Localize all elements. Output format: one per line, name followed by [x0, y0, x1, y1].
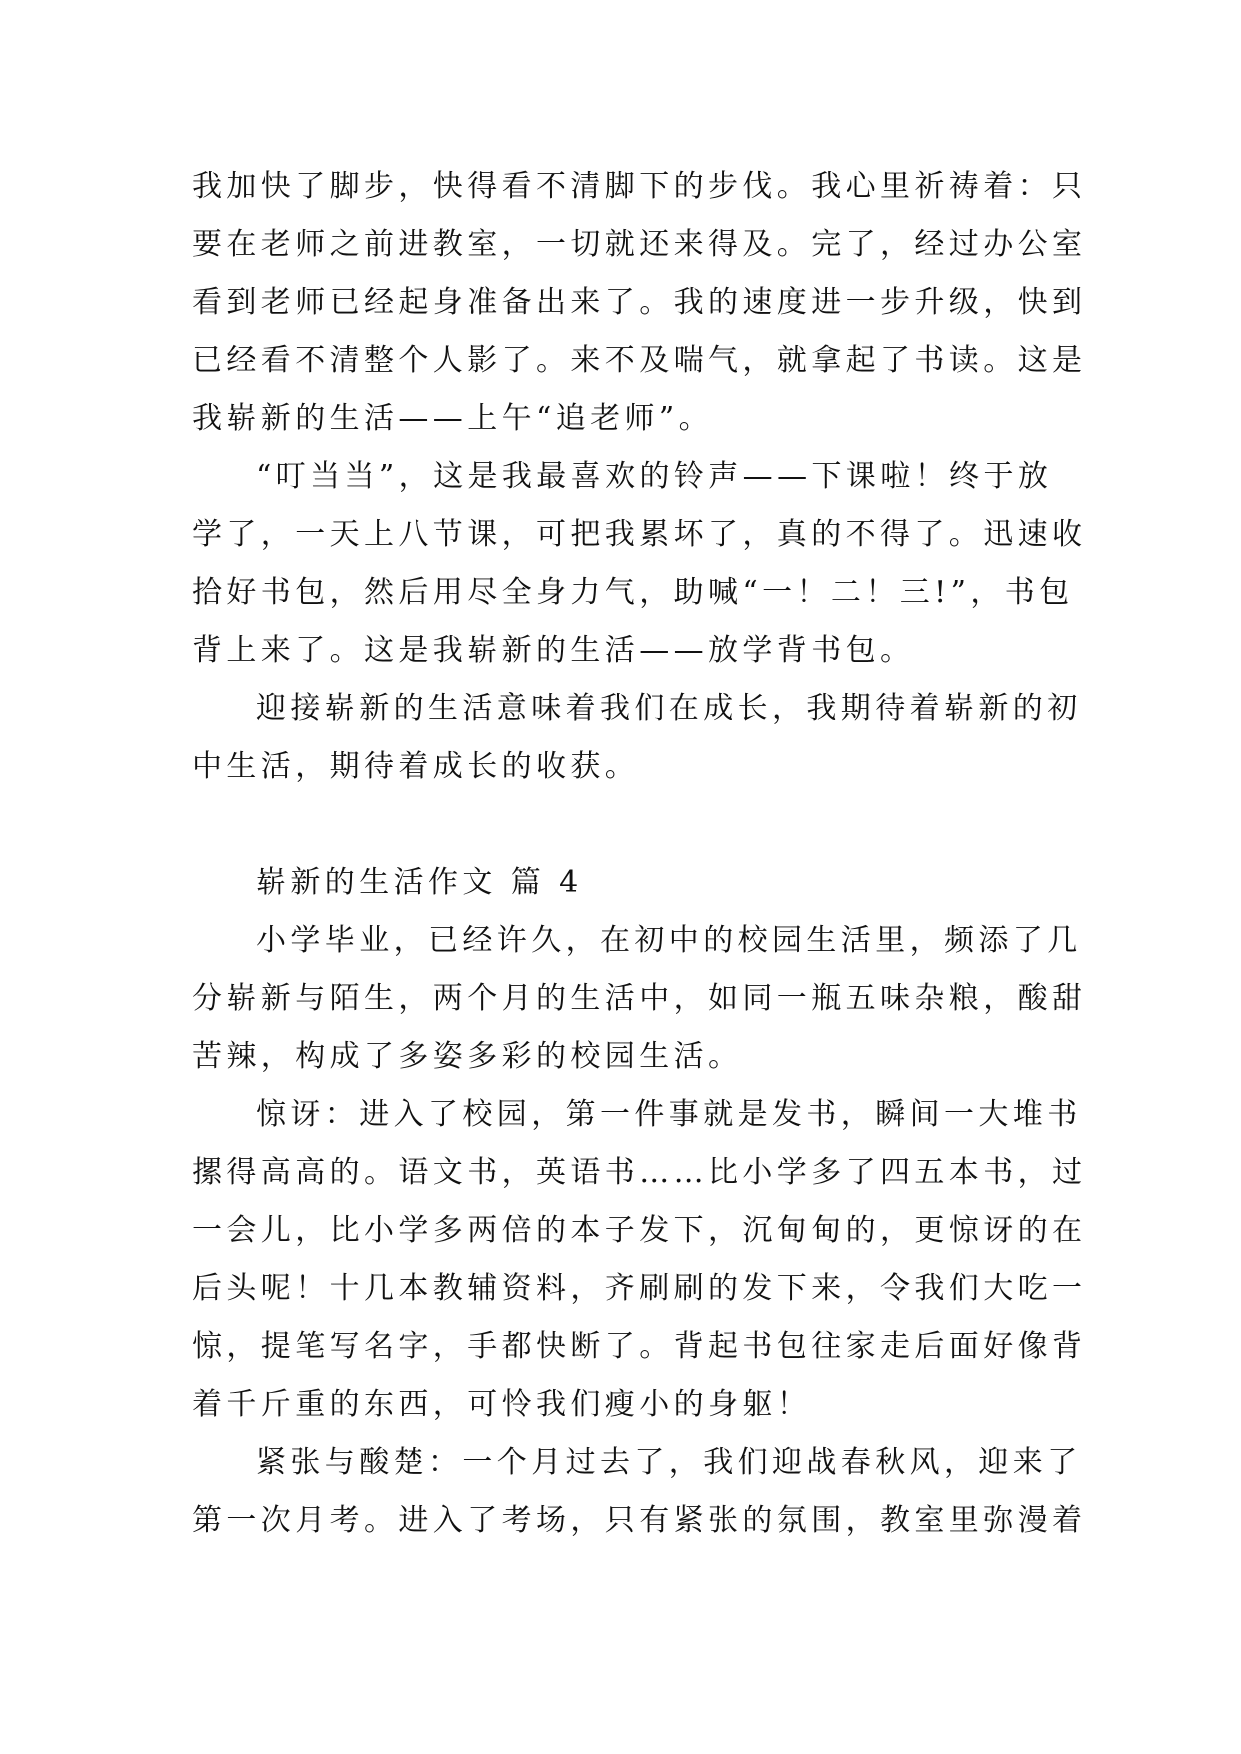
text-line: 着千斤重的东西，可怜我们瘦小的身躯！ — [192, 1387, 812, 1422]
text-line: 背上来了。这是我崭新的生活——放学背书包。 — [192, 633, 915, 668]
text-line: 我崭新的生活——上午“追老师”。 — [192, 401, 714, 436]
text-line: 要在老师之前进教室，一切就还来得及。完了，经过办公室 — [192, 227, 1087, 262]
text-line: 摞得高高的。语文书，英语书……比小学多了四五本书，过 — [192, 1155, 1087, 1190]
section-heading: 崭新的生活作文 篇 4 — [256, 865, 583, 900]
text-line: 拾好书包，然后用尽全身力气，助喊“一！二！三!”，书包 — [192, 575, 1074, 610]
text-line: 分崭新与陌生，两个月的生活中，如同一瓶五味杂粮，酸甜 — [192, 981, 1087, 1016]
text-line: 学了，一天上八节课，可把我累坏了，真的不得了。迅速收 — [192, 517, 1087, 552]
text-line: 第一次月考。进入了考场，只有紧张的氛围，教室里弥漫着 — [192, 1503, 1087, 1538]
text-line: 紧张与酸楚：一个月过去了，我们迎战春秋风，迎来了 — [256, 1445, 1082, 1480]
text-line: 后头呢！十几本教辅资料，齐刷刷的发下来，令我们大吃一 — [192, 1271, 1087, 1306]
text-line: 中生活，期待着成长的收获。 — [192, 749, 640, 784]
text-line: 一会儿，比小学多两倍的本子发下，沉甸甸的，更惊讶的在 — [192, 1213, 1087, 1248]
text-line: 惊，提笔写名字，手都快断了。背起书包往家走后面好像背 — [192, 1329, 1087, 1364]
text-line: 我加快了脚步，快得看不清脚下的步伐。我心里祈祷着：只 — [192, 169, 1087, 204]
text-line: 苦辣，构成了多姿多彩的校园生活。 — [192, 1039, 743, 1074]
text-line: 已经看不清整个人影了。来不及喘气，就拿起了书读。这是 — [192, 343, 1087, 378]
text-line: 小学毕业，已经许久，在初中的校园生活里，频添了几 — [256, 923, 1082, 958]
text-line: 看到老师已经起身准备出来了。我的速度进一步升级，快到 — [192, 285, 1087, 320]
text-line: 惊讶：进入了校园，第一件事就是发书，瞬间一大堆书 — [256, 1097, 1082, 1132]
text-line: “叮当当”，这是我最喜欢的铃声——下课啦！终于放 — [256, 459, 1053, 494]
text-line: 迎接崭新的生活意味着我们在成长，我期待着崭新的初 — [256, 691, 1082, 726]
